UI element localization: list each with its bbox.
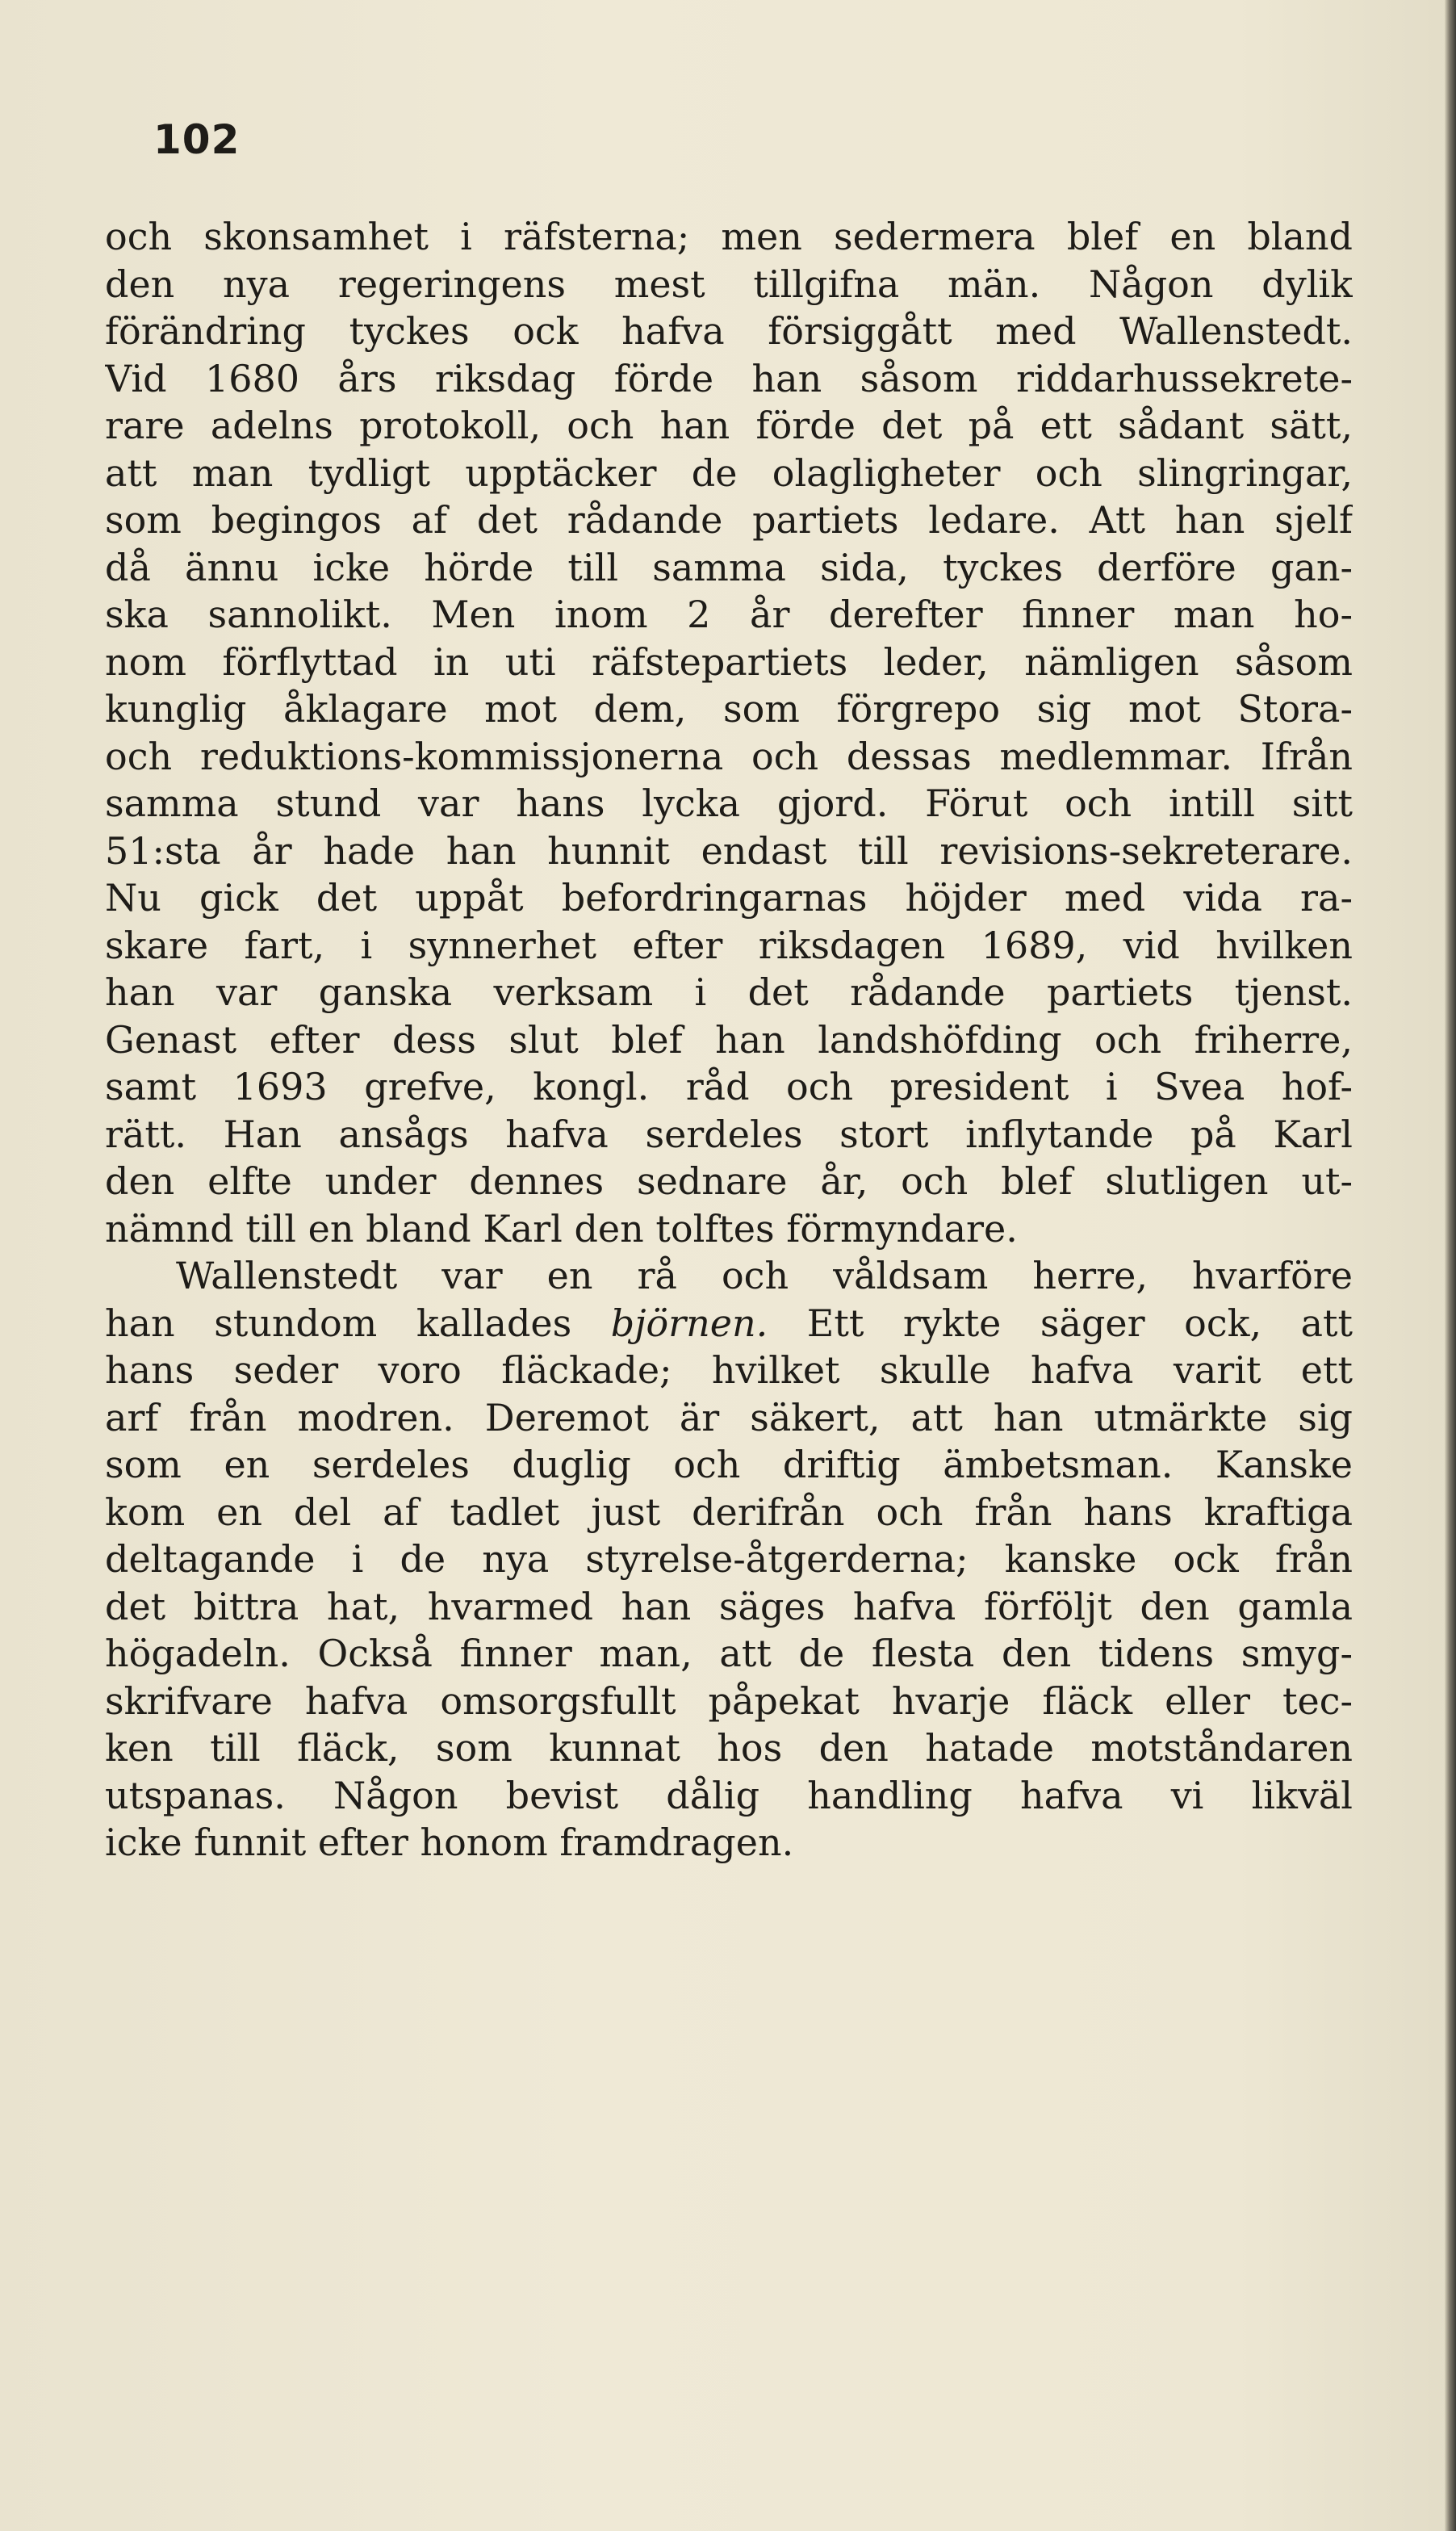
text-line: Vid 1680 års riksdag förde han såsom riddarhussekrete- bbox=[105, 356, 1353, 400]
text-line: rätt. Han ansågs hafva serdeles stort inflytande på Karl bbox=[105, 1112, 1353, 1156]
text-line: ska sannolikt. Men inom 2 år derefter finner man ho- bbox=[105, 593, 1353, 636]
text-line-with-italic bbox=[105, 1300, 1353, 1347]
text-line: han var ganska verksam i det rådande partiets tjenst. bbox=[105, 970, 1353, 1014]
text-line: icke funnit efter honom framdragen. bbox=[105, 1821, 794, 1864]
page-number: 102 bbox=[153, 116, 241, 163]
paragraph-2 bbox=[105, 1252, 1353, 1867]
text-line: och reduktions-kommissjonerna och dessas medlemmar. Ifrån bbox=[105, 734, 1353, 778]
italic-word: björnen. bbox=[610, 1301, 768, 1345]
text-line: kom en del af tadlet just derifrån och från hans kraftiga bbox=[105, 1490, 1353, 1534]
text-line: och skonsamhet i räfsterna; men sedermera blef en bland bbox=[105, 215, 1353, 258]
text-line: kunglig åklagare mot dem, som förgrepo sig mot Stora- bbox=[105, 687, 1353, 731]
text-line: det bittra hat, hvarmed han säges hafva förföljt den gamla bbox=[105, 1584, 1353, 1628]
text-line: som en serdeles duglig och driftig ämbetsman. Kanske bbox=[105, 1443, 1353, 1486]
text-segment: Ett rykte säger ock, att bbox=[768, 1301, 1353, 1345]
book-binding-edge bbox=[1445, 0, 1456, 2531]
text-line: högadeln. Också finner man, att de flesta den tidens smyg- bbox=[105, 1632, 1353, 1675]
text-line: rare adelns protokoll, och han förde det på ett sådant sätt, bbox=[105, 404, 1353, 447]
text-line: skrifvare hafva omsorgsfullt påpekat hvarje fläck eller tec- bbox=[105, 1678, 1353, 1723]
paragraph-1 bbox=[105, 213, 1353, 1252]
text-line: Genast efter dess slut blef han landshöfding och friherre, bbox=[105, 1017, 1353, 1062]
text-line: Nu gick det uppåt befordringarnas höjder med vida ra- bbox=[105, 876, 1353, 920]
text-line: Wallenstedt var en rå och våldsam herre, hvarföre bbox=[176, 1254, 1353, 1297]
text-line: nämnd till en bland Karl den tolftes förmyndare. bbox=[105, 1206, 1018, 1251]
text-line: att man tydligt upptäcker de olagligheter och slingringar, bbox=[105, 450, 1353, 495]
text-line: deltagande i de nya styrelse-åtgerderna; kanske ock från bbox=[105, 1537, 1353, 1581]
text-line: 51:sta år hade han hunnit endast till revisions-sekreterare. bbox=[105, 828, 1353, 873]
text-line: samt 1693 grefve, kongl. råd och president i Svea hof- bbox=[105, 1065, 1353, 1108]
text-line: förändring tyckes ock hafva försiggått med Wallenstedt. bbox=[105, 309, 1353, 353]
text-line: den nya regeringens mest tillgifna män. Någon dylik bbox=[105, 262, 1353, 306]
text-line: skare fart, i synnerhet efter riksdagen 1689, vid hvilken bbox=[105, 923, 1353, 967]
text-line: då ännu icke hörde till samma sida, tyckes derföre gan- bbox=[105, 545, 1353, 589]
text-line: ken till fläck, som kunnat hos den hatade motståndaren bbox=[105, 1726, 1353, 1770]
text-line: som begingos af det rådande partiets ledare. Att han sjelf bbox=[105, 498, 1353, 542]
body-text bbox=[105, 213, 1353, 1867]
text-line: samma stund var hans lycka gjord. Förut och intill sitt bbox=[105, 782, 1353, 825]
text-segment: han stundom kallades bbox=[105, 1301, 611, 1345]
text-line: den elfte under dennes sednare år, och blef slutligen ut- bbox=[105, 1159, 1353, 1203]
text-line: hans seder voro fläckade; hvilket skulle hafva varit ett bbox=[105, 1348, 1353, 1392]
text-line: arf från modren. Deremot är säkert, att han utmärkte sig bbox=[105, 1395, 1353, 1439]
text-line: utspanas. Någon bevist dålig handling hafva vi likväl bbox=[105, 1773, 1353, 1817]
text-line: nom förflyttad in uti räfstepartiets leder, nämligen såsom bbox=[105, 639, 1353, 684]
